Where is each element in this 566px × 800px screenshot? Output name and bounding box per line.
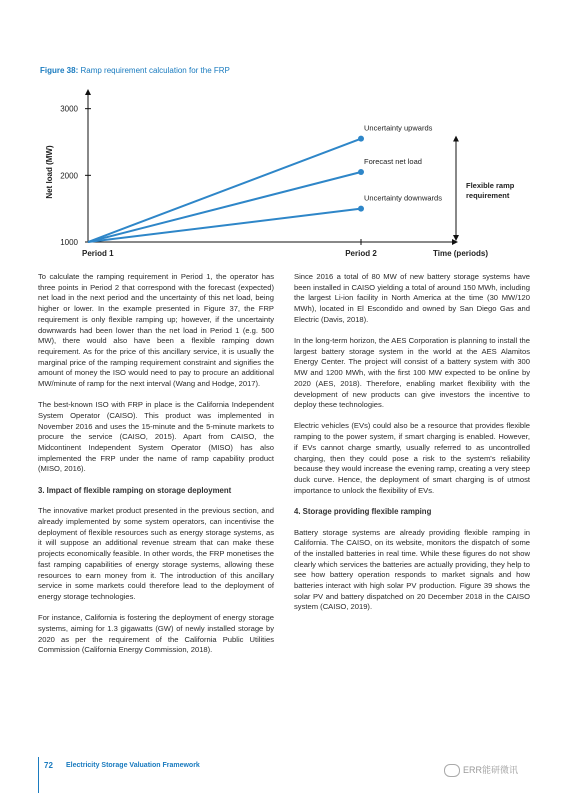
footer-title: Electricity Storage Valuation Framework <box>66 762 200 769</box>
paragraph: The innovative market product presented in the previous section, and already implemented by some system operators, can incentivise the deployment of flexible resources such as energy storage systems, as it will suppose an additional revenue stream that can make these projects economically feasible. In other words, the FRP monetises the fast ramping capabilities of energy storage systems, allowing these resources to earn money from it. The introduction of this ancillary service in some markets could therefore lead to the deployment of energy storage technologies. <box>38 506 274 601</box>
series-label: Forecast net load <box>364 157 422 166</box>
figure-title-text: Ramp requirement calculation for the FRP <box>80 66 230 75</box>
paragraph: Battery storage systems are already providing flexible ramping in California. The CAISO, on its website, monitors the dispatch of some of the installed batteries in real time. While these figures do not show clearly which services the batteries are actually providing, they help to see how battery operation responds to market signals and how batteries interact with high solar PV production. Figure 39 shows the solar PV and battery dispatched on 20 December 2018 in the CAISO system (CAISO, 2019). <box>294 527 530 612</box>
paragraph: For instance, California is fostering the deployment of energy storage systems, aiming for 1.3 gigawatts (GW) of newly installed storage by 2020 as per the requirement of the California Public Utilities Commission (California Energy Commission, 2018). <box>38 613 274 655</box>
x-axis-label: Time (periods) <box>433 249 488 258</box>
watermark-text: ERR能研微讯 <box>463 765 519 775</box>
paragraph: The best-known ISO with FRP in place is the California Independent System Operator (CAISO). This product was implemented in November 2016 and uses the 15-minute and the 5-minute markets to procure the service (CAISO, 2015). Apart from CAISO, the Midcontinent Independent System Operator (MISO) has also implemented the FRP under the name of ramp capability product (MISO, 2016). <box>38 400 274 474</box>
series-line <box>88 172 361 242</box>
paragraph: Since 2016 a total of 80 MW of new battery storage systems have been installed in CAISO yielding a total of around 150 MWh, including the largest Li-ion facility in North America at the time (30 MW/120 MWh), located in El Escondido and owned by San Diego Gas and Electric (Davis, 2018). <box>294 272 530 324</box>
series-line <box>88 139 361 242</box>
y-tick-label: 3000 <box>60 104 78 114</box>
section-heading: 4. Storage providing flexible ramping <box>294 506 432 516</box>
series-label: Uncertainty upwards <box>364 123 433 133</box>
watermark <box>444 763 518 777</box>
y-axis-label: Net load (MW) <box>45 145 54 199</box>
series-label: Uncertainty downwards <box>364 193 442 203</box>
x-tick-label: Period 1 <box>82 249 114 258</box>
paragraph: To calculate the ramping requirement in Period 1, the operator has three points in Period 2 that correspond with the forecast (expected) net load in the next period and the uncertainty of this net load, being higher or lower. In the example presented in Figure 37, the FRP requirement is only flexible ramping up; however, if the uncertainty downwards had been lower than the net load in Period 1 (e.g. 500 MW), there would also have been a flexible ramping down requirement. As for the price of this ancillary service, it is usually the marginal price of the ramping requirement constraint and signifies the amount of money the ISO would need to pay to procure an additional MW/minute of ramp for the next interval (Wang and Hodge, 2017). <box>38 272 274 389</box>
bracket-label: Flexible ramp <box>466 181 515 190</box>
wechat-icon <box>444 764 460 777</box>
section-heading: 3. Impact of flexible ramping on storage deployment <box>38 485 232 495</box>
y-tick-label: 2000 <box>60 171 78 181</box>
right-column <box>294 272 530 624</box>
paragraph: In the long-term horizon, the AES Corporation is planning to install the largest battery storage system in the world at the AES Alamitos Energy Center. The project will consist of a battery system with 300 MW and 1200 MWh, with the first 100 MW expected to be online by 2020 (AES, 2018). Therefore, enabling market flexibility with the development of new products can give investors the incentive to deploy these technologies. <box>294 336 530 410</box>
footer-rule <box>38 757 39 793</box>
chart-marks <box>88 124 515 242</box>
series-point <box>358 169 364 175</box>
series-line <box>88 209 361 242</box>
figure-title <box>40 66 230 75</box>
left-column <box>38 272 274 667</box>
ramp-chart <box>0 80 566 265</box>
series-point <box>358 206 364 212</box>
paragraph: Electric vehicles (EVs) could also be a resource that provides flexible ramping to the power system, if smart charging is enabled. However, if EVs cannot charge smartly, usually referred to as uncontrolled charging, then they could pose a risk to the system's reliability because they would increase the evening ramp, creating a very steep duck curve. Hence, the deployment of smart charging is of utmost importance to unlock the flexibility of EVs. <box>294 421 530 495</box>
bracket-label: requirement <box>466 191 510 200</box>
x-tick-label: Period 2 <box>345 249 377 258</box>
figure-label: Figure 38: <box>40 66 79 75</box>
series-point <box>358 136 364 142</box>
page-number: 72 <box>44 761 53 770</box>
y-tick-label: 1000 <box>60 238 78 247</box>
